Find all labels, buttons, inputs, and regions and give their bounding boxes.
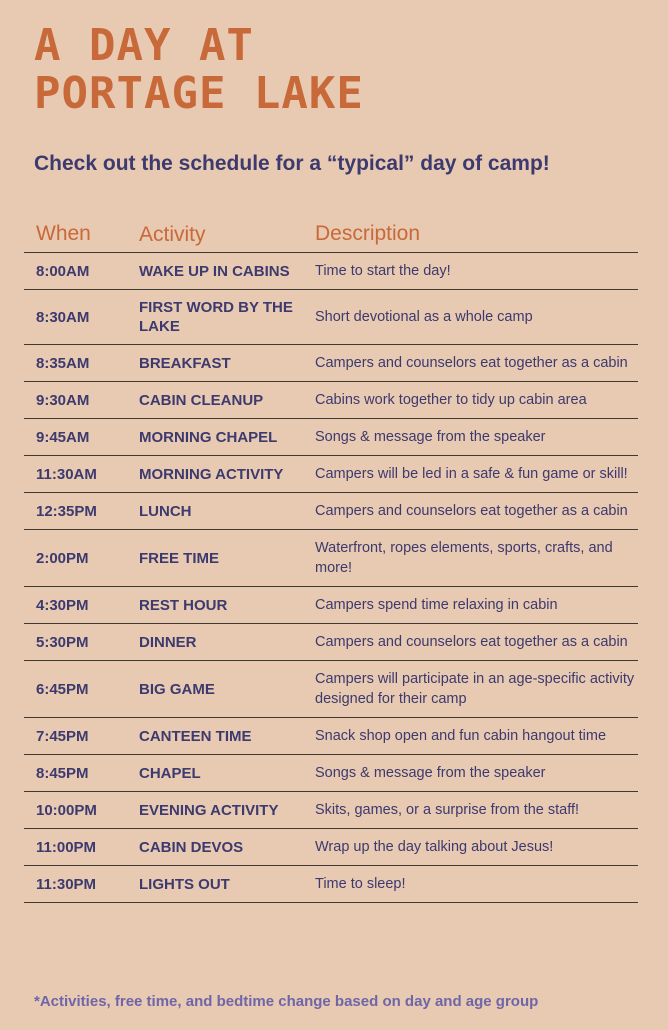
schedule-activity: REST HOUR bbox=[139, 587, 315, 624]
schedule-description: Snack shop open and fun cabin hangout time bbox=[315, 718, 638, 755]
table-row bbox=[24, 419, 638, 456]
schedule-time: 8:35AM bbox=[24, 345, 139, 382]
schedule-description: Wrap up the day talking about Jesus! bbox=[315, 829, 638, 866]
schedule-activity: BREAKFAST bbox=[139, 345, 315, 382]
table-row bbox=[24, 792, 638, 829]
schedule-activity: FREE TIME bbox=[139, 530, 315, 587]
schedule-time: 5:30PM bbox=[24, 624, 139, 661]
table-row bbox=[24, 718, 638, 755]
table-row bbox=[24, 493, 638, 530]
schedule-description: Waterfront, ropes elements, sports, crafts, and more! bbox=[315, 530, 638, 587]
schedule-table bbox=[24, 216, 638, 903]
header-description: Description bbox=[315, 216, 638, 253]
schedule-description: Short devotional as a whole camp bbox=[315, 290, 638, 345]
page-title-line-1: A DAY AT bbox=[34, 20, 254, 71]
schedule-body bbox=[24, 253, 638, 903]
schedule-description: Songs & message from the speaker bbox=[315, 419, 638, 456]
schedule-activity: CHAPEL bbox=[139, 755, 315, 792]
header-activity: Activity bbox=[139, 216, 315, 253]
schedule-header-row bbox=[24, 216, 638, 253]
page-title bbox=[34, 22, 364, 118]
schedule-description: Cabins work together to tidy up cabin area bbox=[315, 382, 638, 419]
schedule-activity: CABIN DEVOS bbox=[139, 829, 315, 866]
schedule-time: 10:00PM bbox=[24, 792, 139, 829]
schedule-time: 11:30PM bbox=[24, 866, 139, 903]
schedule-activity: CABIN CLEANUP bbox=[139, 382, 315, 419]
schedule-activity: LIGHTS OUT bbox=[139, 866, 315, 903]
schedule-description: Campers and counselors eat together as a cabin bbox=[315, 493, 638, 530]
schedule-activity: LUNCH bbox=[139, 493, 315, 530]
schedule-description: Time to start the day! bbox=[315, 253, 638, 290]
schedule-activity: MORNING ACTIVITY bbox=[139, 456, 315, 493]
schedule-activity: CANTEEN TIME bbox=[139, 718, 315, 755]
table-row bbox=[24, 290, 638, 345]
footnote: *Activities, free time, and bedtime change based on day and age group bbox=[34, 993, 539, 1010]
schedule-activity: MORNING CHAPEL bbox=[139, 419, 315, 456]
table-row bbox=[24, 829, 638, 866]
schedule-description: Campers and counselors eat together as a cabin bbox=[315, 345, 638, 382]
schedule-time: 9:45AM bbox=[24, 419, 139, 456]
table-row bbox=[24, 624, 638, 661]
schedule-time: 9:30AM bbox=[24, 382, 139, 419]
schedule-time: 8:00AM bbox=[24, 253, 139, 290]
schedule-description: Campers and counselors eat together as a cabin bbox=[315, 624, 638, 661]
schedule-description: Campers will be led in a safe & fun game or skill! bbox=[315, 456, 638, 493]
table-row bbox=[24, 530, 638, 587]
schedule-description: Campers will participate in an age-specific activity designed for their camp bbox=[315, 661, 638, 718]
schedule-time: 8:30AM bbox=[24, 290, 139, 345]
table-row bbox=[24, 587, 638, 624]
schedule-time: 4:30PM bbox=[24, 587, 139, 624]
schedule-activity: BIG GAME bbox=[139, 661, 315, 718]
schedule-description: Songs & message from the speaker bbox=[315, 755, 638, 792]
schedule-description: Skits, games, or a surprise from the staff! bbox=[315, 792, 638, 829]
schedule-description: Campers spend time relaxing in cabin bbox=[315, 587, 638, 624]
table-row bbox=[24, 253, 638, 290]
table-row bbox=[24, 382, 638, 419]
schedule-time: 11:00PM bbox=[24, 829, 139, 866]
page-title-line-2: PORTAGE LAKE bbox=[34, 68, 364, 119]
schedule-time: 12:35PM bbox=[24, 493, 139, 530]
schedule-time: 11:30AM bbox=[24, 456, 139, 493]
schedule-time: 7:45PM bbox=[24, 718, 139, 755]
schedule-activity: FIRST WORD BY THE LAKE bbox=[139, 290, 315, 345]
schedule-time: 2:00PM bbox=[24, 530, 139, 587]
schedule-activity: WAKE UP IN CABINS bbox=[139, 253, 315, 290]
schedule-activity: DINNER bbox=[139, 624, 315, 661]
table-row bbox=[24, 866, 638, 903]
schedule-time: 6:45PM bbox=[24, 661, 139, 718]
schedule-time: 8:45PM bbox=[24, 755, 139, 792]
table-row bbox=[24, 456, 638, 493]
schedule-activity: EVENING ACTIVITY bbox=[139, 792, 315, 829]
header-when: When bbox=[24, 216, 139, 253]
table-row bbox=[24, 661, 638, 718]
table-row bbox=[24, 345, 638, 382]
page-subtitle: Check out the schedule for a “typical” day of camp! bbox=[34, 152, 550, 175]
schedule-description: Time to sleep! bbox=[315, 866, 638, 903]
table-row bbox=[24, 755, 638, 792]
